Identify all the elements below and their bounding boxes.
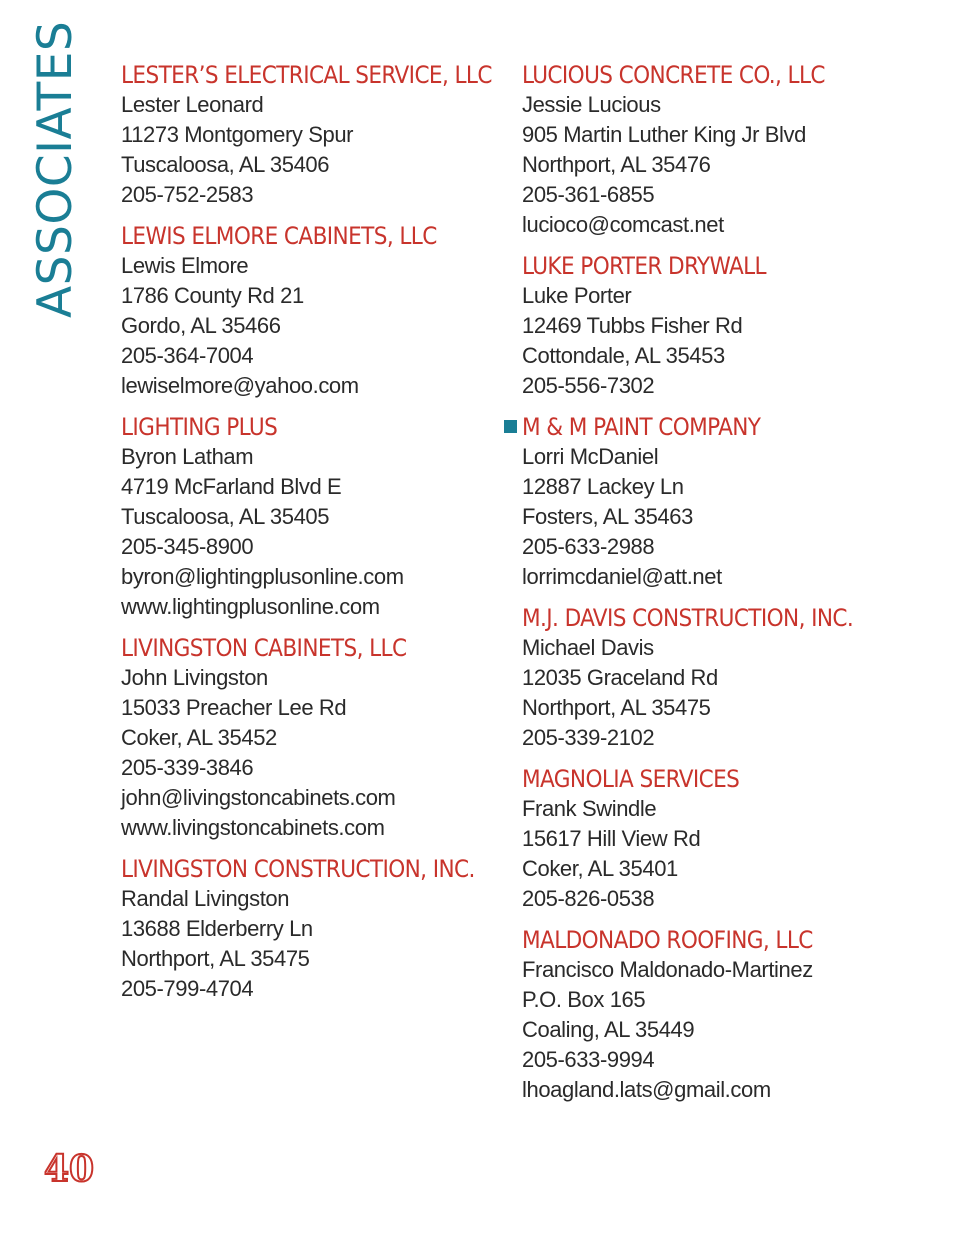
- company-name: M.J. DAVIS CONSTRUCTION, INC.: [522, 604, 854, 632]
- email-address[interactable]: lorrimcdaniel@att.net: [522, 564, 722, 589]
- city-state-zip: Coker, AL 35401: [522, 856, 678, 881]
- teal-square-icon: [504, 420, 517, 433]
- directory-entry: [522, 603, 922, 753]
- phone-number: 205-633-2988: [522, 534, 655, 559]
- city-state-zip: Cottondale, AL 35453: [522, 343, 725, 368]
- company-name: M & M PAINT COMPANY: [522, 412, 922, 442]
- phone-number: 205-556-7302: [522, 373, 655, 398]
- phone-number: 205-339-3846: [121, 755, 254, 780]
- page-number: 40: [44, 1148, 95, 1190]
- phone-number: 205-345-8900: [121, 534, 254, 559]
- street-address: 13688 Elderberry Ln: [121, 916, 313, 941]
- phone-number: 205-339-2102: [522, 725, 655, 750]
- street-address: 15617 Hill View Rd: [522, 826, 701, 851]
- directory-entry: [121, 633, 521, 843]
- street-address: 12887 Lackey Ln: [522, 474, 684, 499]
- email-address[interactable]: byron@lightingplusonline.com: [121, 564, 404, 589]
- email-address[interactable]: lucioco@comcast.net: [522, 212, 724, 237]
- street-address: 1786 County Rd 21: [121, 283, 304, 308]
- website-url[interactable]: www.livingstoncabinets.com: [121, 815, 385, 840]
- directory-entry: [522, 412, 922, 592]
- company-name: LEWIS ELMORE CABINETS, LLC: [121, 222, 437, 250]
- phone-number: 205-799-4704: [121, 976, 254, 1001]
- contact-name: Francisco Maldonado-Martinez: [522, 957, 813, 982]
- city-state-zip: Tuscaloosa, AL 35405: [121, 504, 330, 529]
- phone-number: 205-826-0538: [522, 886, 655, 911]
- city-state-zip: Coaling, AL 35449: [522, 1017, 695, 1042]
- company-name: LUKE PORTER DRYWALL: [522, 252, 766, 280]
- city-state-zip: Northport, AL 35475: [522, 695, 711, 720]
- directory-entry: [522, 764, 922, 914]
- directory-entry: [522, 925, 922, 1105]
- street-address: P.O. Box 165: [522, 987, 646, 1012]
- section-title: ASSOCIATES: [28, 20, 83, 318]
- city-state-zip: Northport, AL 35476: [522, 152, 711, 177]
- contact-name: Randal Livingston: [121, 886, 290, 911]
- company-name: LIVINGSTON CABINETS, LLC: [121, 634, 407, 662]
- contact-name: Byron Latham: [121, 444, 254, 469]
- company-name: LESTER’S ELECTRICAL SERVICE, LLC: [121, 61, 492, 89]
- right-column: [522, 60, 922, 1116]
- directory-entry: [121, 412, 521, 622]
- directory-entry: [522, 60, 922, 240]
- email-address[interactable]: john@livingstoncabinets.com: [121, 785, 396, 810]
- directory-entry: [522, 251, 922, 401]
- contact-name: Luke Porter: [522, 283, 632, 308]
- website-url[interactable]: www.lightingplusonline.com: [121, 594, 380, 619]
- city-state-zip: Coker, AL 35452: [121, 725, 277, 750]
- contact-name: Frank Swindle: [522, 796, 657, 821]
- phone-number: 205-361-6855: [522, 182, 655, 207]
- street-address: 12469 Tubbs Fisher Rd: [522, 313, 743, 338]
- left-column: [121, 60, 521, 1015]
- city-state-zip: Tuscaloosa, AL 35406: [121, 152, 330, 177]
- street-address: 15033 Preacher Lee Rd: [121, 695, 347, 720]
- city-state-zip: Gordo, AL 35466: [121, 313, 281, 338]
- email-address[interactable]: lhoagland.lats@gmail.com: [522, 1077, 771, 1102]
- directory-entry: [121, 854, 521, 1004]
- phone-number: 205-364-7004: [121, 343, 254, 368]
- email-address[interactable]: lewiselmore@yahoo.com: [121, 373, 359, 398]
- street-address: 4719 McFarland Blvd E: [121, 474, 342, 499]
- phone-number: 205-752-2583: [121, 182, 254, 207]
- phone-number: 205-633-9994: [522, 1047, 655, 1072]
- company-name: MALDONADO ROOFING, LLC: [522, 926, 813, 954]
- company-name: MAGNOLIA SERVICES: [522, 765, 740, 793]
- contact-name: Michael Davis: [522, 635, 654, 660]
- contact-name: Jessie Lucious: [522, 92, 661, 117]
- contact-name: Lorri McDaniel: [522, 444, 659, 469]
- directory-entry: [121, 60, 521, 210]
- company-name: LIGHTING PLUS: [121, 413, 278, 441]
- street-address: 905 Martin Luther King Jr Blvd: [522, 122, 806, 147]
- company-name: LUCIOUS CONCRETE CO., LLC: [522, 61, 825, 89]
- contact-name: Lewis Elmore: [121, 253, 249, 278]
- contact-name: John Livingston: [121, 665, 268, 690]
- contact-name: Lester Leonard: [121, 92, 264, 117]
- street-address: 11273 Montgomery Spur: [121, 122, 354, 147]
- street-address: 12035 Graceland Rd: [522, 665, 718, 690]
- directory-entry: [121, 221, 521, 401]
- company-name: LIVINGSTON CONSTRUCTION, INC.: [121, 855, 475, 883]
- city-state-zip: Fosters, AL 35463: [522, 504, 693, 529]
- city-state-zip: Northport, AL 35475: [121, 946, 310, 971]
